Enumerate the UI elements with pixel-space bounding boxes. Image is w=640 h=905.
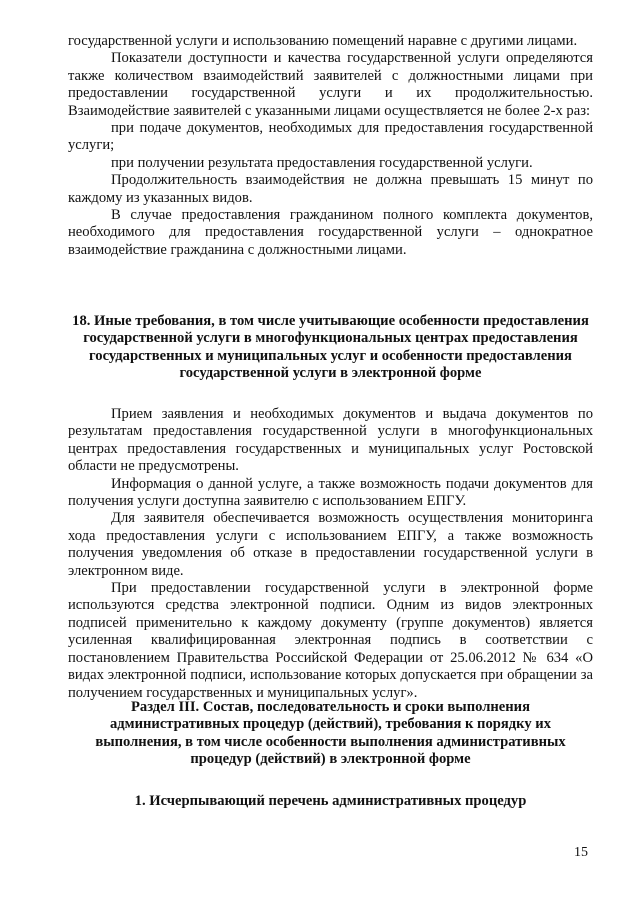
section-3-heading: Раздел III. Состав, последовательность и сроки выполнения административных процедур (действий), требования к порядку их выполнения, в том числе особенности выполнения административных процедур (действий) в электронной форме [95,699,566,768]
indicators-paragraph: Показатели доступности и качества государственной услуги определяются также количеством взаимодействий заявителей с должностными лицами при предоставлении государственной услуги и их продолжительностью. Взаимодействие заявителей с указанными лицами осуществляется не более 2-х раз: [68,50,593,119]
section-18-heading: 18. Иные требования, в том числе учитывающие особенности предоставления государственной услуги в многофункциональных центрах предоставления государственных и муниципальных услуг и особенности предоставления государственной услуги в электронной форме [72,313,589,382]
result-item: при получении результата предоставления государственной услуги. [111,154,533,171]
body-text-top [68,33,593,259]
submission-item: при подаче документов, необходимых для предоставления государственной услуги; [68,120,593,154]
mfc-paragraph: Прием заявления и необходимых документов и выдача документов по результатам предоставления государственной услуги в многофункциональных центрах предоставления государственных и муниципальных услуг Ростовской области не предусмотрены. [68,406,593,475]
continuation-paragraph: государственной услуги и использованию помещений наравне с другими лицами. [68,33,578,49]
body-text-section-18 [68,406,593,702]
page-number: 15 [574,845,588,860]
epgu-info-paragraph: Информация о данной услуге, а также возможность подачи документов для получения услуги доступна заявителю с использованием ЕПГУ. [68,475,593,510]
duration-paragraph: Продолжительность взаимодействия не должна превышать 15 минут по каждому из указанных видов. [68,172,593,206]
electronic-signature-paragraph: При предоставлении государственной услуги в электронной форме используются средства электронной подписи. Одним из видов электронных подписей применительно к каждому документу (группе документов) является усиленная квалифицированная электронная подпись в соответствии с постановлением Правительства Российской Федерации от 25.06.2012 № 634 «О видах электронной подписи, использование которых допускается при обращении за получением государственных и муниципальных услуг». [68,580,593,701]
full-set-paragraph: В случае предоставления гражданином полного комплекта документов, необходимого для предоставления государственной услуги – однократное взаимодействие гражданина с должностными лицами. [68,207,593,258]
subsection-1-heading: 1. Исчерпывающий перечень административных процедур [134,793,527,809]
monitoring-paragraph: Для заявителя обеспечивается возможность осуществления мониторинга хода предоставления услуги с использованием ЕПГУ, а также возможность получения уведомления об отказе в предоставлении государственной услуги в электронном виде. [68,510,593,579]
